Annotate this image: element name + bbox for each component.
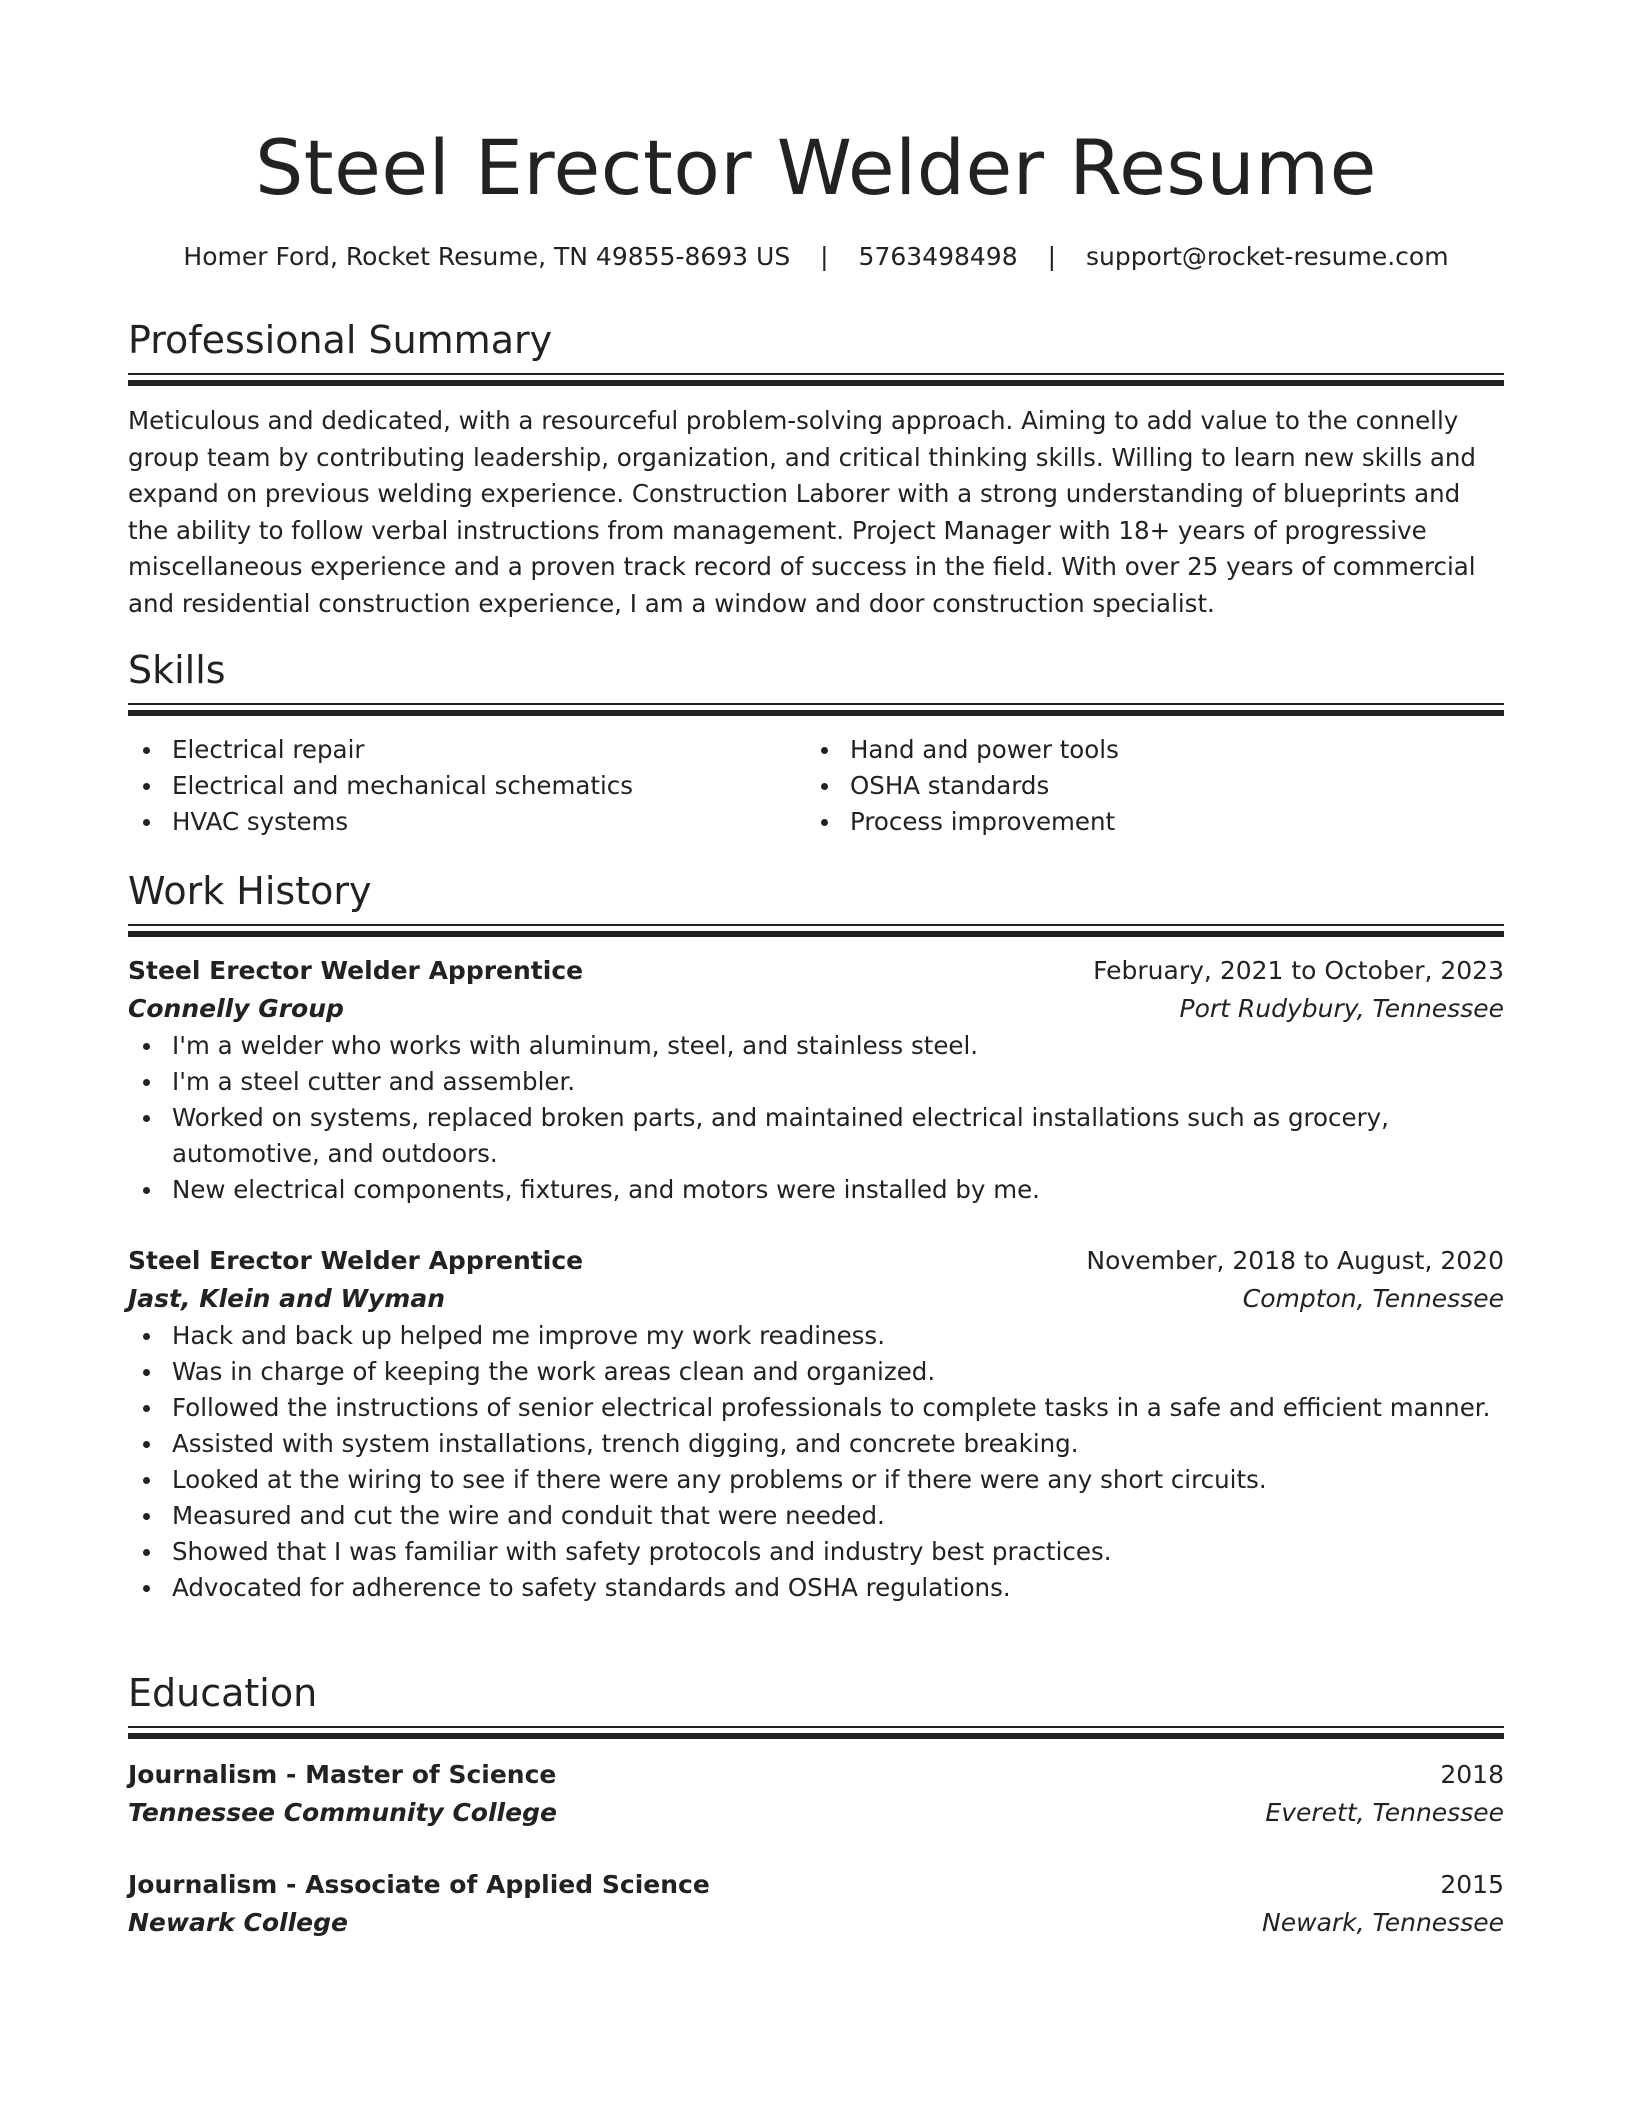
education-school (128, 1904, 1504, 1942)
graduation-year: 2018 (1440, 1760, 1504, 1789)
skills-grid (128, 732, 1504, 840)
skills-column-left (128, 732, 806, 840)
education-entry (128, 1756, 1504, 1832)
skill-item: Electrical repair (128, 732, 806, 768)
job-dates: February, 2021 to October, 2023 (1093, 956, 1504, 985)
contact-line (128, 240, 1504, 274)
school-location: Everett, Tennessee (1265, 1798, 1504, 1827)
skill-item: HVAC systems (128, 804, 806, 840)
degree-name: Journalism - Associate of Applied Science (128, 1870, 710, 1899)
job-location: Compton, Tennessee (1242, 1284, 1504, 1313)
education-header (128, 1866, 1504, 1904)
job-location: Port Rudybury, Tennessee (1179, 994, 1504, 1023)
job-bullet: Looked at the wiring to see if there were any problems or if there were any short circuits. (128, 1462, 1504, 1498)
job-employer (128, 990, 1504, 1028)
section-title-work-history: Work History (128, 869, 372, 913)
job-dates: November, 2018 to August, 2020 (1086, 1246, 1504, 1275)
section-divider (128, 703, 1504, 717)
job-bullet: I'm a welder who works with aluminum, steel, and stainless steel. (128, 1028, 1504, 1064)
school-name: Tennessee Community College (128, 1798, 557, 1827)
contact-separator: | (1047, 242, 1056, 271)
job-title: Steel Erector Welder Apprentice (128, 1246, 584, 1275)
contact-email[interactable]: support@rocket-resume.com (1085, 242, 1449, 271)
school-name: Newark College (128, 1908, 348, 1937)
job-bullet: New electrical components, fixtures, and motors were installed by me. (128, 1172, 1504, 1208)
job-bullet: Advocated for adherence to safety standards and OSHA regulations. (128, 1570, 1504, 1606)
skill-item: OSHA standards (806, 768, 1484, 804)
company-name: Connelly Group (128, 994, 344, 1023)
work-history-section (128, 866, 1504, 1606)
company-name: Jast, Klein and Wyman (128, 1284, 446, 1313)
skills-section (128, 645, 1504, 840)
job-bullet: Assisted with system installations, trench digging, and concrete breaking. (128, 1426, 1504, 1462)
education-header (128, 1756, 1504, 1794)
education-entry (128, 1866, 1504, 1942)
job-bullets (128, 1028, 1504, 1208)
job-employer (128, 1280, 1504, 1318)
job-bullet: Measured and cut the wire and conduit that were needed. (128, 1498, 1504, 1534)
job-bullet: Followed the instructions of senior electrical professionals to complete tasks in a safe and efficient manner. (128, 1390, 1504, 1426)
skill-item: Hand and power tools (806, 732, 1484, 768)
section-divider (128, 924, 1504, 938)
contact-separator: | (820, 242, 829, 271)
job-bullet: Hack and back up helped me improve my work readiness. (128, 1318, 1504, 1354)
contact-address: Homer Ford, Rocket Resume, TN 49855-8693 US (183, 242, 791, 271)
job-bullet: I'm a steel cutter and assembler. (128, 1064, 1504, 1100)
job-bullet: Worked on systems, replaced broken parts, and maintained electrical installations such as grocery, automotive, and outdoors. (128, 1100, 1504, 1172)
section-divider (128, 1726, 1504, 1740)
section-divider (128, 373, 1504, 387)
summary-text: Meticulous and dedicated, with a resourceful problem-solving approach. Aiming to add value to the connelly group team by contributing leadership, organization, and critical thinking skills. Willing to learn new skills and expand on previous welding experience. Construction Laborer with a strong understanding of blueprints and the ability to follow verbal instructions from management. Project Manager with 18+ years of progressive miscellaneous experience and a proven track record of success in the field. With over 25 years of commercial and residential construction experience, I am a window and door construction specialist. (128, 406, 1476, 618)
skills-column-right (806, 732, 1484, 840)
graduation-year: 2015 (1440, 1870, 1504, 1899)
education-section (128, 1668, 1504, 1942)
job-entry (128, 952, 1504, 1208)
section-title-skills: Skills (128, 648, 226, 692)
job-bullets (128, 1318, 1504, 1606)
section-title-summary: Professional Summary (128, 318, 553, 362)
job-bullet: Showed that I was familiar with safety protocols and industry best practices. (128, 1534, 1504, 1570)
job-bullet: Was in charge of keeping the work areas clean and organized. (128, 1354, 1504, 1390)
contact-phone: 5763498498 (858, 242, 1018, 271)
skill-item: Electrical and mechanical schematics (128, 768, 806, 804)
skill-item: Process improvement (806, 804, 1484, 840)
section-title-education: Education (128, 1671, 318, 1715)
job-title: Steel Erector Welder Apprentice (128, 956, 584, 985)
school-location: Newark, Tennessee (1262, 1908, 1504, 1937)
job-entry (128, 1242, 1504, 1606)
job-header (128, 952, 1504, 990)
degree-name: Journalism - Master of Science (128, 1760, 557, 1789)
education-school (128, 1794, 1504, 1832)
job-header (128, 1242, 1504, 1280)
summary-section (128, 315, 1504, 622)
resume-title: Steel Erector Welder Resume (255, 123, 1377, 212)
